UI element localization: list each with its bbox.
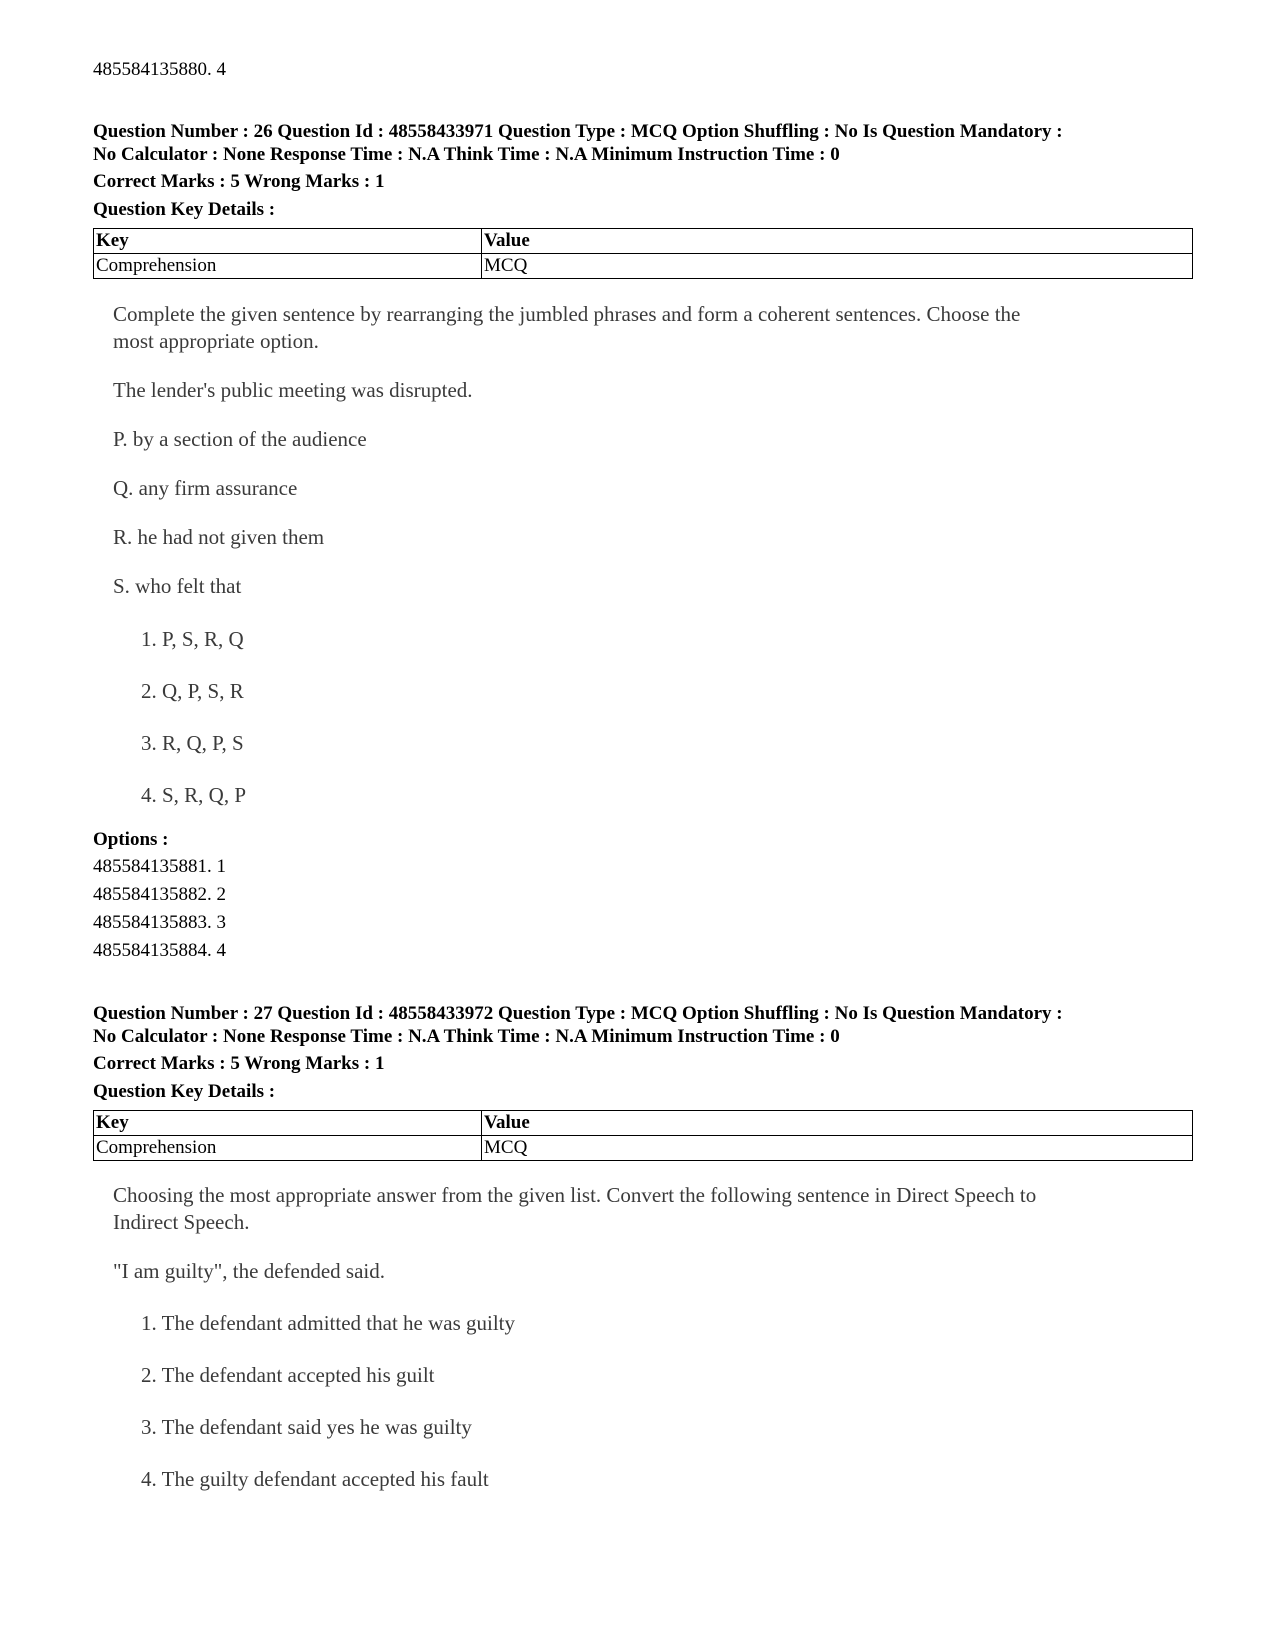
choice-item: 1. The defendant admitted that he was guilty [141,1311,516,1335]
choice-item: 3. The defendant said yes he was guilty [141,1415,472,1439]
table-row [94,254,1193,279]
option-id-line: 485584135883. 3 [93,912,226,933]
phrase-item: P. by a section of the audience [113,427,367,451]
option-id-line: 485584135884. 4 [93,940,226,961]
question-27-meta-line-1: Question Number : 27 Question Id : 48558433972 Question Type : MCQ Option Shuffling : No Is Question Mandatory : [93,1003,1063,1024]
table-header-key: Key [94,1111,482,1136]
table-header-value: Value [482,1111,1193,1136]
table-cell-value: MCQ [482,1136,1193,1161]
choice-item: 3. R, Q, P, S [141,731,244,755]
table-header-row [94,229,1193,254]
question-27-instruction-line-1: Choosing the most appropriate answer from the given list. Convert the following sentence in Direct Speech to [113,1183,1037,1207]
phrase-item: Q. any firm assurance [113,476,298,500]
question-27-marks: Correct Marks : 5 Wrong Marks : 1 [93,1053,385,1074]
option-id-line: 485584135881. 1 [93,856,226,877]
choice-item: 2. Q, P, S, R [141,679,244,703]
option-id-line: 485584135882. 2 [93,884,226,905]
question-27-key-table [93,1110,1193,1161]
table-header-row [94,1111,1193,1136]
choice-item: 2. The defendant accepted his guilt [141,1363,435,1387]
table-cell-value: MCQ [482,254,1193,279]
question-26-key-details-label: Question Key Details : [93,199,276,220]
question-26-options-label: Options : [93,829,169,850]
phrase-item: R. he had not given them [113,525,325,549]
question-27-key-details-label: Question Key Details : [93,1081,276,1102]
question-27-meta-line-2: No Calculator : None Response Time : N.A Think Time : N.A Minimum Instruction Time : 0 [93,1026,840,1047]
question-26-instruction-line-2: most appropriate option. [113,329,319,353]
question-26-stem: The lender's public meeting was disrupted. [113,378,473,402]
table-cell-key: Comprehension [94,1136,482,1161]
question-26-key-table [93,228,1193,279]
question-27-stem: "I am guilty", the defended said. [113,1259,385,1283]
choice-item: 1. P, S, R, Q [141,627,244,651]
question-26-marks: Correct Marks : 5 Wrong Marks : 1 [93,171,385,192]
previous-option-line: 485584135880. 4 [93,59,226,80]
question-26-instruction-line-1: Complete the given sentence by rearranging the jumbled phrases and form a coherent sentences. Choose the [113,302,1021,326]
phrase-item: S. who felt that [113,574,242,598]
choice-item: 4. S, R, Q, P [141,783,247,807]
question-26-meta-line-2: No Calculator : None Response Time : N.A Think Time : N.A Minimum Instruction Time : 0 [93,144,840,165]
table-row [94,1136,1193,1161]
question-26-meta-line-1: Question Number : 26 Question Id : 48558433971 Question Type : MCQ Option Shuffling : No Is Question Mandatory : [93,121,1063,142]
question-27-instruction-line-2: Indirect Speech. [113,1210,250,1234]
table-header-value: Value [482,229,1193,254]
table-header-key: Key [94,229,482,254]
choice-item: 4. The guilty defendant accepted his fault [141,1467,489,1491]
table-cell-key: Comprehension [94,254,482,279]
